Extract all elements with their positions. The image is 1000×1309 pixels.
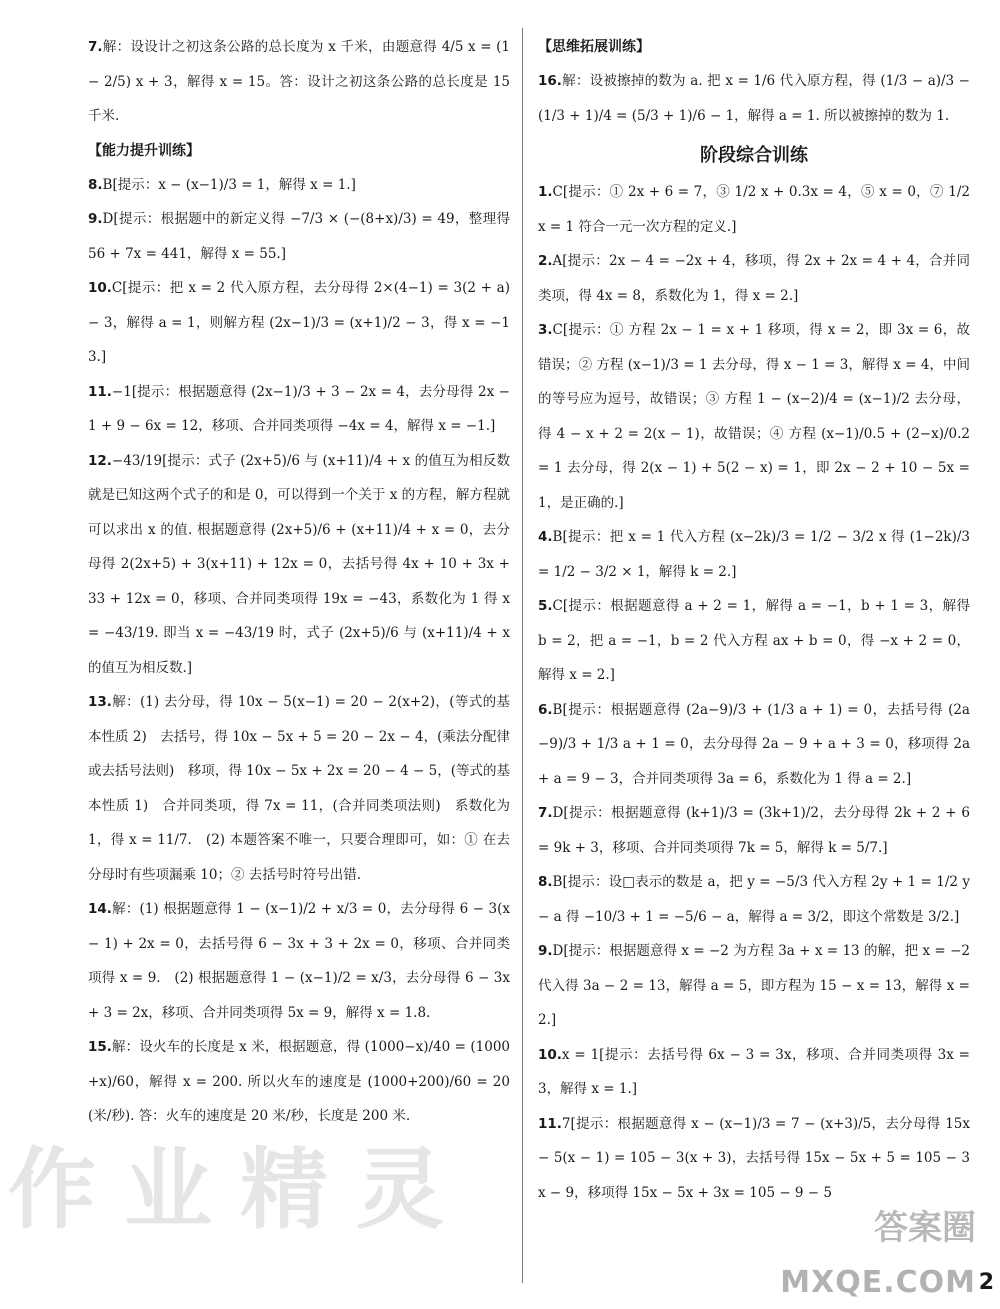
answer-number: 7. xyxy=(538,805,553,821)
answer-item xyxy=(88,1030,510,1134)
answer-number: 9. xyxy=(88,211,103,227)
answer-item xyxy=(538,175,970,244)
answer-text: B[提示：设□表示的数是 a，把 y = −5/3 代入方程 2y + 1 = 1/2 y − a 得 −10/3 + 1 = −5/6 − a，解得 a = 3/2，即这个常数是 3/2.] xyxy=(538,874,970,925)
answer-text: 解：设火车的长度是 x 米，根据题意，得 (1000−x)/40 = (1000+x)/60，解得 x = 200. 所以火车的速度是 (1000+200)/60 = 20(米/秒). 答：火车的速度是 20 米/秒，长度是 200 米. xyxy=(88,1039,510,1124)
answer-text: 解：(1) 根据题意得 1 − (x−1)/2 + x/3 = 0，去分母得 6 − 3(x − 1) + 2x = 0，去括号得 6 − 3x + 3 + 2x = 0，移项、合并同类项得 x = 9. (2) 根据题意得 1 − (x−1)/2 = x/3，去分母得 6 − 3x + 3 = 2x，移项、合并同类项得 5x = 9，解得 x = 1.8. xyxy=(88,901,510,1021)
answer-text: 解：(1) 去分母，得 10x − 5(x−1) = 20 − 2(x+2)，(等式的基本性质 2) 去括号，得 10x − 5x + 5 = 20 − 2x − 4，(乘法分配律或去括号法则) 移项，得 10x − 5x + 2x = 20 − 4 − 5，(等式的基本性质 1) 合并同类项，得 7x = 11，(合并同类项法则) 系数化为 1，得 x = 11/7. (2) 本题答案不唯一，只要合理即可，如：① 在去分母时有些项漏乘 10；② 去括号时符号出错. xyxy=(88,694,510,883)
answer-text: B[提示：把 x = 1 代入方程 (x−2k)/3 = 1/2 − 3/2 x 得 (1−2k)/3 = 1/2 − 3/2 × 1，解得 k = 2.] xyxy=(538,529,970,580)
answer-number: 6. xyxy=(538,701,553,718)
answer-item xyxy=(538,64,970,133)
section-heading: 【思维拓展训练】 xyxy=(538,39,650,55)
answer-number: 9. xyxy=(538,943,553,959)
answer-text: D[提示：根据题中的新定义得 −7/3 × (−(8+x)/3) = 49，整理得 56 + 7x = 441，解得 x = 55.] xyxy=(88,211,510,262)
answer-number: 1. xyxy=(538,184,553,200)
answer-item xyxy=(538,589,970,693)
answer-text: B[提示：x − (x−1)/3 = 1，解得 x = 1.] xyxy=(102,176,356,193)
answer-number: 10. xyxy=(538,1046,562,1063)
answer-number: 5. xyxy=(538,598,553,614)
column-divider xyxy=(522,28,523,1283)
answer-item xyxy=(538,934,970,1038)
answer-number: 4. xyxy=(538,529,553,545)
answer-item xyxy=(88,271,510,375)
answer-item xyxy=(538,1038,970,1107)
answer-item xyxy=(538,520,970,589)
answer-item xyxy=(88,202,510,271)
left-column xyxy=(88,30,510,1134)
answer-number: 14. xyxy=(88,901,112,917)
answer-item xyxy=(538,796,970,865)
answer-text: D[提示：根据题意得 (k+1)/3 = (3k+1)/2，去分母得 2k + 2 + 6 = 9k + 3，移项、合并同类项得 7k = 5，解得 k = 5/7.] xyxy=(538,805,970,856)
page-number: 2 xyxy=(978,1270,994,1295)
answer-text: C[提示：根据题意得 a + 2 = 1，解得 a = −1，b + 1 = 3，解得 b = 2，把 a = −1，b = 2 代入方程 ax + b = 0，得 −x + 2 = 0，解得 x = 2.] xyxy=(538,598,970,683)
answer-number: 12. xyxy=(88,452,112,469)
right-column xyxy=(538,30,970,1210)
answer-text: C[提示：把 x = 2 代入原方程，去分母得 2×(4−1) = 3(2 + a) − 3，解得 a = 1，则解方程 (2x−1)/3 = (x+1)/2 − 3，得 x = −13.] xyxy=(88,280,510,365)
answer-number: 3. xyxy=(538,322,553,338)
answer-text: −1[提示：根据题意得 (2x−1)/3 + 3 − 2x = 4，去分母得 2x − 1 + 9 − 6x = 12，移项、合并同类项得 −4x = 4，解得 x = −1.] xyxy=(88,383,510,434)
answer-number: 11. xyxy=(538,1115,562,1132)
stage-title: 阶段综合训练 xyxy=(700,145,808,166)
answer-text: 7[提示：根据题意得 x − (x−1)/3 = 7 − (x+3)/5，去分母得 15x − 5(x − 1) = 105 − 3(x + 3)，去括号得 15x − 5x + 5 = 105 − 3x − 9，移项得 15x − 5x + 3x = 105 − 9 − 5 xyxy=(538,1115,970,1201)
site-logo: 答案圈 xyxy=(874,1208,976,1248)
site-watermark xyxy=(780,1200,988,1304)
answer-number: 2. xyxy=(538,253,553,269)
answer-item xyxy=(88,30,510,134)
answer-text: x = 1[提示：去括号得 6x − 3 = 3x，移项、合并同类项得 3x = 3，解得 x = 1.] xyxy=(538,1046,970,1097)
answer-text: D[提示：根据题意得 x = −2 为方程 3a + x = 13 的解，把 x = −2 代入得 3a − 2 = 13，解得 a = 5，即方程为 15 − x = 13，解得 x = 2.] xyxy=(538,943,970,1028)
answer-text: C[提示：① 方程 2x − 1 = x + 1 移项，得 x = 2，即 3x = 6，故错误；② 方程 (x−1)/3 = 1 去分母，得 x − 1 = 3，解得 x = 4，中间的等号应为逗号，故错误；③ 方程 1 − (x−2)/4 = (x−1)/2 去分母，得 4 − x + 2 = 2(x − 1)，故错误；④ 方程 (x−1)/0.5 + (2−x)/0.2 = 1 去分母，得 2(x − 1) + 5(2 − x) = 1，即 2x − 2 + 10 − 5x = 1，是正确的.] xyxy=(538,322,970,511)
answer-number: 13. xyxy=(88,694,112,710)
answer-number: 10. xyxy=(88,280,112,296)
answer-number: 15. xyxy=(88,1039,112,1055)
answer-text: 解：设设计之初这条公路的总长度为 x 千米，由题意得 4/5 x = (1 − 2/5) x + 3，解得 x = 15。答：设计之初这条公路的总长度是 15 千米. xyxy=(88,39,510,124)
answer-text: 解：设被擦掉的数为 a. 把 x = 1/6 代入原方程，得 (1/3 − a)/3 − (1/3 + 1)/4 = (5/3 + 1)/6 − 1，解得 a = 1. 所以被擦掉的数为 1. xyxy=(538,73,970,124)
answer-item xyxy=(88,444,510,686)
answer-number: 7. xyxy=(88,39,103,55)
answer-number: 8. xyxy=(538,874,553,890)
answer-item xyxy=(538,693,970,797)
answer-item xyxy=(88,168,510,203)
answer-text: −43/19[提示：式子 (2x+5)/6 与 (x+11)/4 + x 的值互为相反数就是已知这两个式子的和是 0，可以得到一个关于 x 的方程，解方程就可以求出 x 的值. 根据题意得 (2x+5)/6 + (x+11)/4 + x = 0，去分母得 2(2x+5) + 3(x+11) + 12x = 0，去括号得 4x + 10 + 3x + 33 + 12x = 0，移项、合并同类项得 19x = −43，系数化为 1 得 x = −43/19. 即当 x = −43/19 时，式子 (2x+5)/6 与 (x+11)/4 + x 的值互为相反数.] xyxy=(88,452,510,676)
answer-item xyxy=(538,244,970,313)
answer-item xyxy=(538,1107,970,1211)
answer-item xyxy=(88,892,510,1030)
answer-item xyxy=(88,375,510,444)
section-heading: 【能力提升训练】 xyxy=(88,142,200,159)
site-url: MXQE.COM xyxy=(780,1265,976,1300)
answer-item xyxy=(88,685,510,892)
answer-number: 16. xyxy=(538,73,562,89)
answer-text: B[提示：根据题意得 (2a−9)/3 + (1/3 a + 1) = 0，去括号得 (2a−9)/3 + 1/3 a + 1 = 0，去分母得 2a − 9 + a + 3 = 0，移项得 2a + a = 9 − 3，合并同类项得 3a = 6，系数化为 1 得 a = 2.] xyxy=(538,701,970,787)
answer-item xyxy=(538,313,970,520)
answer-number: 8. xyxy=(88,176,103,193)
watermark-text: 作业精灵 xyxy=(8,1138,473,1241)
answer-text: A[提示：2x − 4 = −2x + 4，移项，得 2x + 2x = 4 + 4，合并同类项，得 4x = 8，系数化为 1，得 x = 2.] xyxy=(538,253,970,304)
answer-item xyxy=(538,865,970,934)
answer-text: C[提示：① 2x + 6 = 7，③ 1/2 x + 0.3x = 4，⑤ x = 0，⑦ 1/2 x = 1 符合一元一次方程的定义.] xyxy=(538,184,970,235)
answer-number: 11. xyxy=(88,383,112,400)
